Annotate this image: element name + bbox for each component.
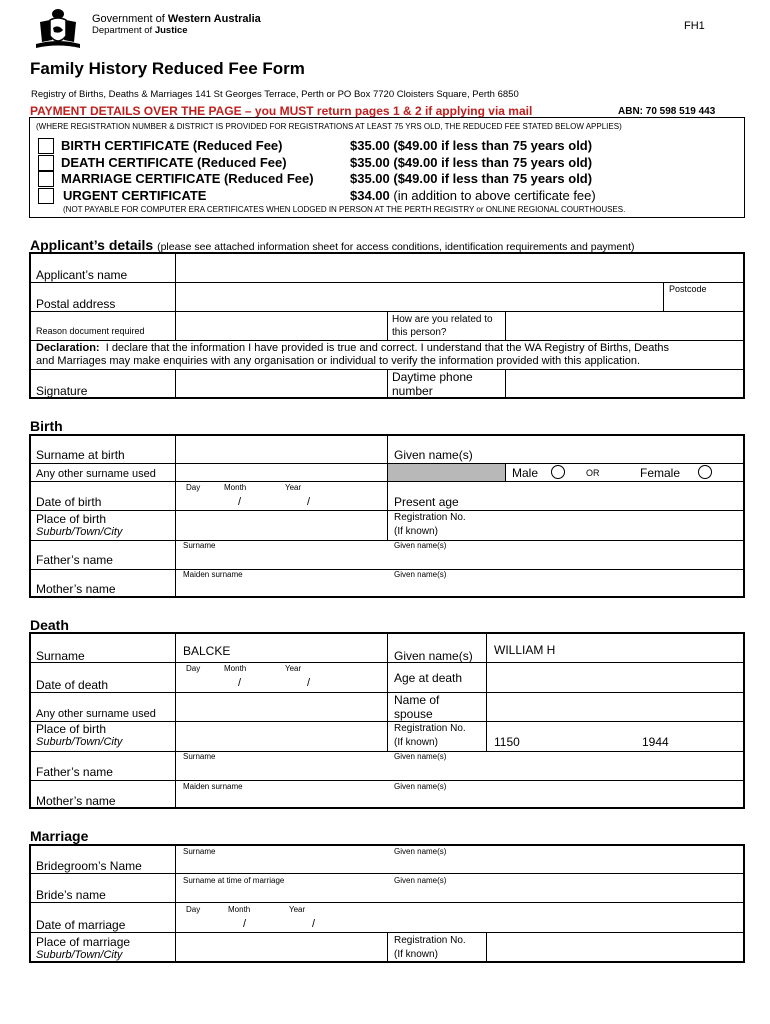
spouse-label-1: Name of	[394, 693, 440, 707]
death-father-surname-small: Surname	[183, 752, 216, 761]
form-code: FH1	[684, 20, 705, 32]
fee-label-marriage: MARRIAGE CERTIFICATE (Reduced Fee)	[61, 171, 314, 186]
fee-price-birth: $35.00 ($49.00 if less than 75 years old)	[350, 138, 593, 153]
applicant-name-input[interactable]	[177, 254, 743, 281]
signature-label: Signature	[36, 384, 88, 398]
spouse-input[interactable]	[488, 693, 743, 720]
phone-label-2: number	[392, 384, 433, 398]
birth-mother-given-small: Given name(s)	[394, 570, 447, 579]
applicant-name-label: Applicant’s name	[36, 268, 128, 282]
declaration-line-2: and Marriages may make enquiries with any organisation or individual to verify the information provided with this application.	[36, 355, 641, 367]
marriage-reg-label-1: Registration No.	[394, 935, 466, 946]
shaded-cell	[388, 464, 505, 481]
birth-father-label: Father’s name	[36, 553, 113, 567]
birth-father-given-small: Given name(s)	[394, 541, 447, 550]
marriage-year-label: Year	[289, 905, 306, 914]
death-surname-label: Surname	[36, 649, 85, 663]
birth-other-surname-label: Any other surname used	[36, 468, 156, 480]
or-label: OR	[586, 468, 600, 478]
death-given-input[interactable]: WILLIAM H	[494, 643, 556, 657]
death-other-surname-input[interactable]	[177, 693, 386, 720]
birth-certificate-checkbox[interactable]	[38, 138, 54, 154]
fee-label-death: DEATH CERTIFICATE (Reduced Fee)	[61, 155, 287, 170]
related-label-1: How are you related to	[392, 314, 493, 325]
marriage-date-label: Date of marriage	[36, 918, 126, 932]
death-other-surname-label: Any other surname used	[36, 708, 156, 720]
birth-month-label: Month	[224, 483, 247, 492]
birth-reg-label-2: (If known)	[394, 526, 438, 537]
fee-price-death: $35.00 ($49.00 if less than 75 years old)	[350, 155, 593, 170]
wa-crest-logo	[32, 8, 84, 50]
marriage-reg-label-2: (If known)	[394, 949, 438, 960]
birth-mother-input[interactable]	[177, 579, 743, 597]
death-year-label: Year	[285, 664, 302, 673]
postal-address-label: Postal address	[36, 297, 116, 311]
abn: ABN: 70 598 519 443	[618, 106, 716, 117]
birth-year-label: Year	[285, 483, 302, 492]
marriage-certificate-checkbox[interactable]	[38, 171, 54, 187]
signature-field[interactable]	[177, 370, 386, 398]
death-mother-label: Mother’s name	[36, 794, 116, 808]
death-reg-label-1: Registration No.	[394, 723, 466, 734]
declaration-line-1: Declaration: I declare that the information I have provided is true and correct. I understand that the WA Registry of Births, Deaths	[36, 342, 670, 354]
urgent-certificate-checkbox[interactable]	[38, 188, 54, 204]
death-date-slash-2: /	[307, 677, 311, 689]
birth-father-input[interactable]	[177, 550, 743, 568]
phone-label-1: Daytime phone	[392, 370, 473, 384]
birth-mother-maiden-small: Maiden surname	[183, 570, 243, 579]
groom-surname-small: Surname	[183, 847, 216, 856]
birth-given-input[interactable]	[486, 436, 743, 462]
death-place-input[interactable]	[177, 722, 386, 750]
present-age-input[interactable]	[486, 482, 743, 509]
marriage-day-label: Day	[186, 905, 201, 914]
phone-input[interactable]	[507, 370, 743, 398]
death-place-sub: Suburb/Town/City	[36, 736, 123, 748]
birth-day-label: Day	[186, 483, 201, 492]
spouse-label-2: spouse	[394, 707, 433, 721]
male-radio[interactable]	[551, 465, 565, 479]
birth-reg-label-1: Registration No.	[394, 512, 466, 523]
death-surname-input[interactable]: BALCKE	[183, 644, 231, 658]
bride-surname-small: Surname at time of marriage	[183, 876, 285, 885]
death-given-label: Given name(s)	[394, 649, 473, 663]
groom-given-small: Given name(s)	[394, 847, 447, 856]
age-at-death-label: Age at death	[394, 671, 463, 685]
death-mother-given-small: Given name(s)	[394, 782, 447, 791]
female-label: Female	[640, 466, 681, 480]
birth-mother-label: Mother’s name	[36, 582, 116, 596]
bride-name-input[interactable]	[177, 885, 743, 901]
marriage-place-sub: Suburb/Town/City	[36, 949, 123, 961]
applicant-heading: Applicant’s details (please see attached information sheet for access conditions, identification requirements and payment)	[30, 237, 635, 253]
birth-reg-input[interactable]	[486, 511, 743, 539]
dept-label: Department of Justice	[92, 25, 188, 36]
marriage-date-input[interactable]	[177, 915, 743, 931]
fee-label-birth: BIRTH CERTIFICATE (Reduced Fee)	[61, 138, 283, 153]
groom-name-input[interactable]	[177, 856, 743, 872]
related-label-2: this person?	[392, 327, 447, 338]
fees-note-top: (WHERE REGISTRATION NUMBER & DISTRICT IS PROVIDED FOR REGISTRATIONS AT LEAST 75 YRS OLD, THE REDUCED FEE STATED BELOW APPLIES)	[36, 122, 622, 131]
birth-date-slash-2: /	[307, 496, 311, 508]
marriage-place-input[interactable]	[177, 933, 386, 962]
marriage-date-slash-1: /	[243, 918, 247, 930]
female-radio[interactable]	[698, 465, 712, 479]
birth-heading: Birth	[30, 418, 63, 434]
death-father-given-small: Given name(s)	[394, 752, 447, 761]
birth-surname-input[interactable]	[177, 436, 386, 462]
birth-place-label: Place of birth	[36, 512, 107, 526]
birth-other-surname-input[interactable]	[177, 464, 386, 480]
reason-label: Reason document required	[36, 326, 145, 336]
death-reg-year-input[interactable]: 1944	[642, 735, 669, 749]
bride-label: Bride’s name	[36, 888, 106, 902]
birth-surname-label: Surname at birth	[36, 448, 125, 462]
dob-label: Date of birth	[36, 495, 102, 509]
death-month-label: Month	[224, 664, 247, 673]
death-day-label: Day	[186, 664, 201, 673]
death-reg-label-2: (If known)	[394, 737, 438, 748]
male-label: Male	[512, 466, 539, 480]
death-father-label: Father’s name	[36, 765, 113, 779]
marriage-place-label: Place of marriage	[36, 935, 131, 949]
birth-place-sub: Suburb/Town/City	[36, 526, 123, 538]
postcode-label: Postcode	[669, 284, 707, 294]
page-title: Family History Reduced Fee Form	[30, 59, 305, 78]
birth-father-surname-small: Surname	[183, 541, 216, 550]
marriage-month-label: Month	[228, 905, 251, 914]
death-place-label: Place of birth	[36, 722, 107, 736]
registry-address: Registry of Births, Deaths & Marriages 141 St Georges Terrace, Perth or PO Box 7720 Cloisters Square, Perth 6850	[31, 89, 519, 100]
death-mother-maiden-small: Maiden surname	[183, 782, 243, 791]
reason-input[interactable]	[177, 312, 386, 339]
marriage-reg-input[interactable]	[488, 933, 743, 962]
age-at-death-input[interactable]	[488, 663, 743, 691]
marriage-heading: Marriage	[30, 828, 89, 844]
dob-input[interactable]	[177, 492, 386, 509]
fee-price-urgent: $34.00 (in addition to above certificate fee)	[350, 188, 596, 203]
birth-date-slash-1: /	[238, 496, 242, 508]
groom-label: Bridegroom’s Name	[36, 859, 142, 873]
birth-place-input[interactable]	[177, 511, 386, 539]
dod-input[interactable]	[177, 674, 386, 691]
death-date-slash-1: /	[238, 677, 242, 689]
death-father-input[interactable]	[177, 762, 743, 779]
relationship-input[interactable]	[507, 312, 743, 339]
payment-notice: PAYMENT DETAILS OVER THE PAGE – you MUST return pages 1 & 2 if applying via mail	[30, 104, 533, 118]
dod-label: Date of death	[36, 678, 109, 692]
death-reg-number-input[interactable]: 1150	[494, 735, 520, 749]
postcode-input[interactable]	[665, 296, 743, 310]
fee-label-urgent: URGENT CERTIFICATE	[63, 188, 207, 203]
gov-label: Government of Western Australia	[92, 13, 261, 25]
postal-address-input[interactable]	[177, 283, 662, 310]
death-mother-input[interactable]	[177, 791, 743, 808]
fees-note-bottom: (NOT PAYABLE FOR COMPUTER ERA CERTIFICATES WHEN LODGED IN PERSON AT THE PERTH REGISTRY or ONLINE REGIONAL COURTHOUSES.	[63, 205, 626, 214]
death-heading: Death	[30, 617, 69, 633]
birth-given-label: Given name(s)	[394, 448, 473, 462]
fee-price-marriage: $35.00 ($49.00 if less than 75 years old)	[350, 171, 593, 186]
bride-given-small: Given name(s)	[394, 876, 447, 885]
marriage-date-slash-2: /	[312, 918, 316, 930]
present-age-label: Present age	[394, 495, 459, 509]
death-certificate-checkbox[interactable]	[38, 155, 54, 171]
